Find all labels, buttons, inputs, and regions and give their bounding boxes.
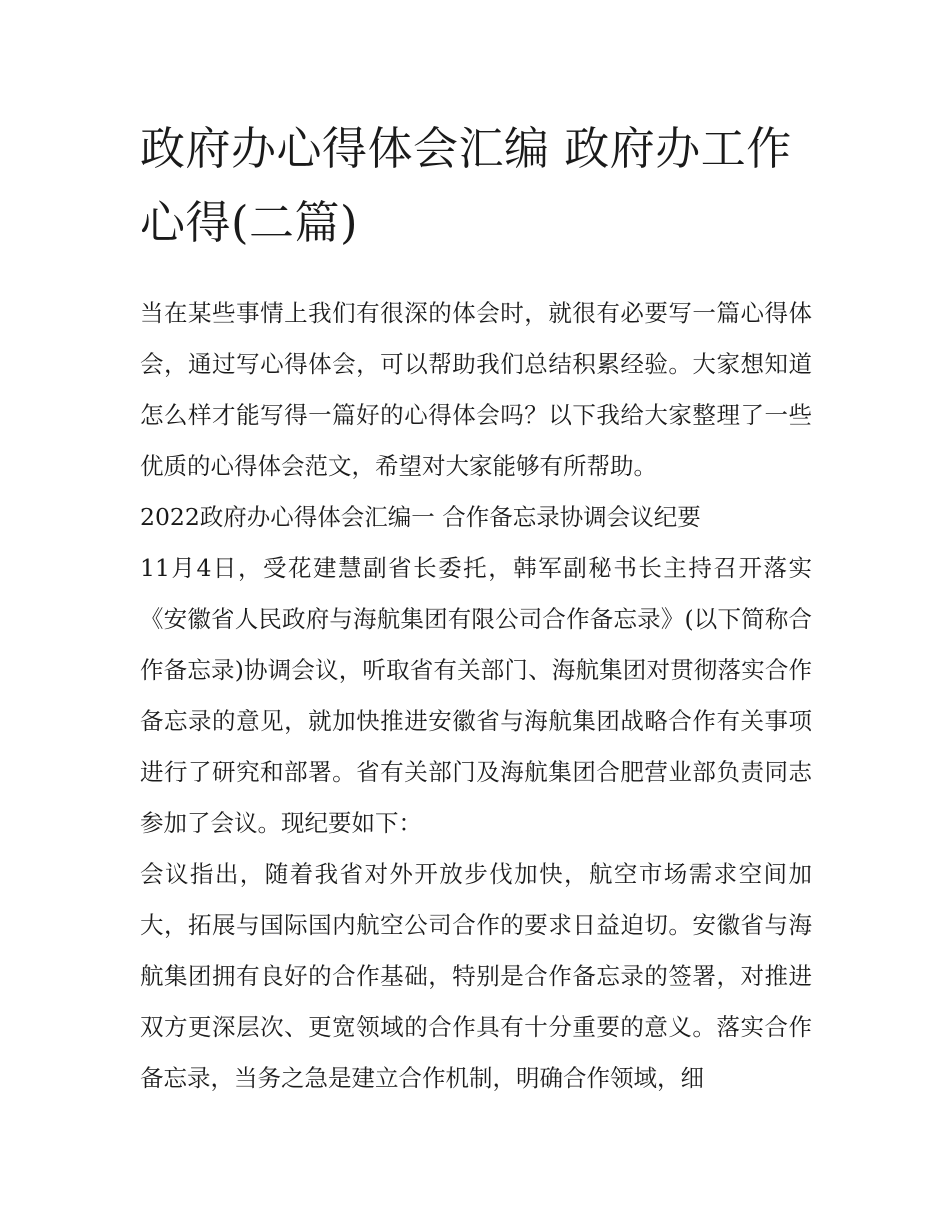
intro-paragraph: 当在某些事情上我们有很深的体会时，就很有必要写一篇心得体会，通过写心得体会，可以帮助我们总结积累经验。大家想知道怎么样才能写得一篇好的心得体会吗？以下我给大家整理了一些优质的心得体会范文，希望对大家能够有所帮助。 xyxy=(140,299,812,480)
document-page xyxy=(140,112,812,1104)
meeting-paragraph: 11月4日，受花建慧副省长委托，韩军副秘书长主持召开落实《安徽省人民政府与海航集团有限公司合作备忘录》(以下简称合作备忘录)协调会议，听取省有关部门、海航集团对贯彻落实合作备忘录的意见，就加快推进安徽省与海航集团战略合作有关事项进行了研究和部署。省有关部门及海航集团合肥营业部负责同志参加了会议。现纪要如下： xyxy=(140,554,812,837)
meeting-summary-paragraph: 会议指出，随着我省对外开放步伐加快，航空市场需求空间加大，拓展与国际国内航空公司合作的要求日益迫切。安徽省与海航集团拥有良好的合作基础，特别是合作备忘录的签署，对推进双方更深层次、更宽领域的合作具有十分重要的意义。落实合作备忘录，当务之急是建立合作机制，明确合作领域，细 xyxy=(140,860,812,1092)
section-heading: 2022政府办心得体会汇编一 合作备忘录协调会议纪要 xyxy=(140,503,701,531)
document-title: 政府办心得体会汇编 政府办工作心得(二篇) xyxy=(140,122,792,249)
